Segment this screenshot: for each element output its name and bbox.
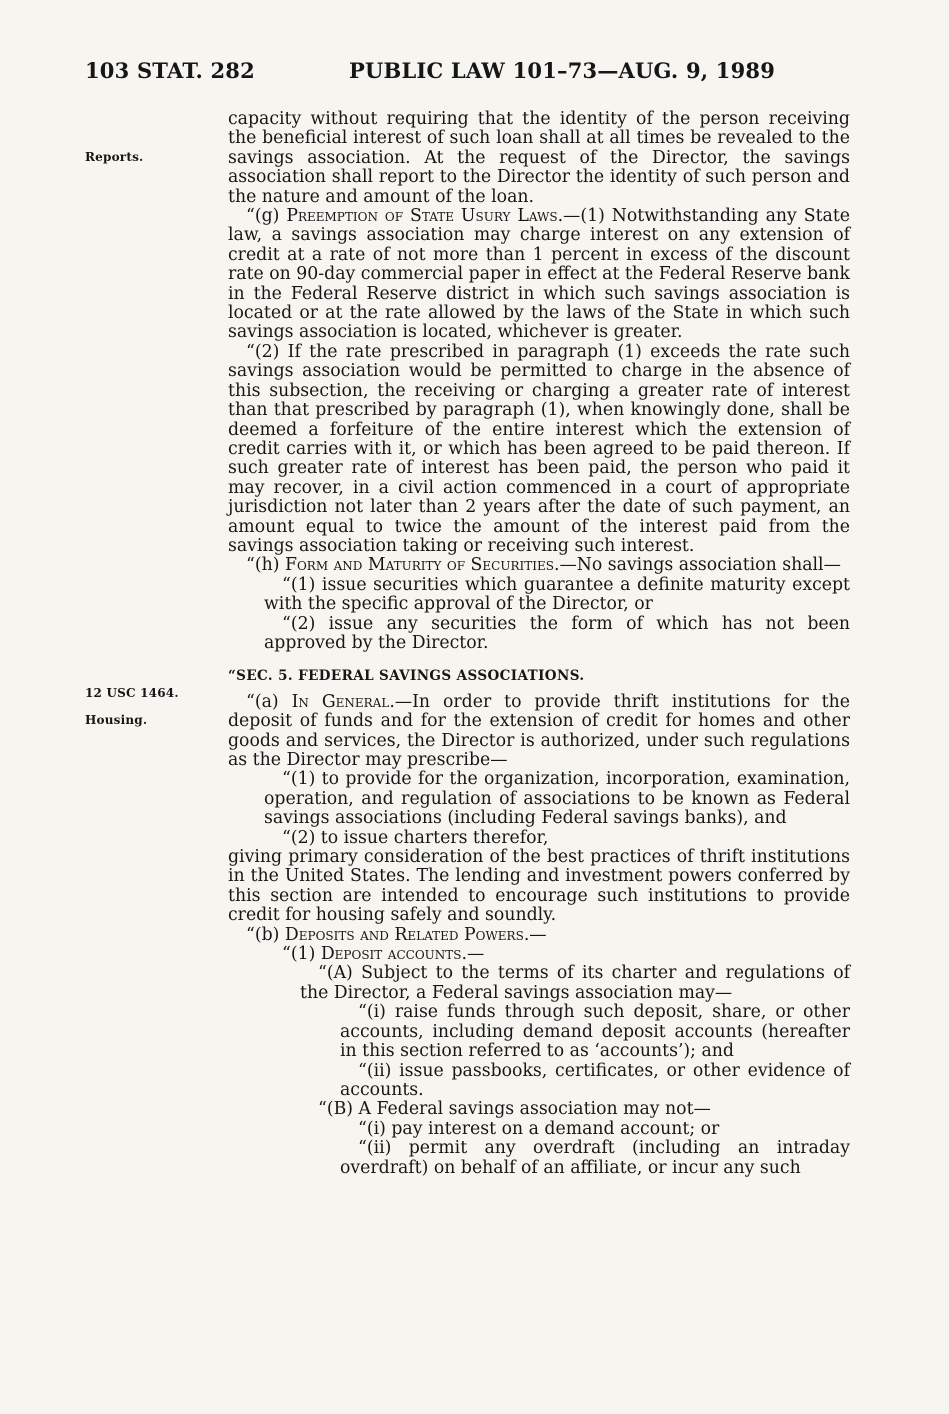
clause-b-1-B-i: “(i) pay interest on a demand account; or [358, 1118, 720, 1139]
subsection-h-heading: Form and Maturity of Securities [284, 555, 554, 576]
paragraph-b-1-heading: Deposit accounts [320, 944, 462, 965]
subsection-g-paragraph-2: “(2) If the rate prescribed in paragraph (1) exceeds the rate such savings association would be permitted to charge in the absence of this subsection, the receiving or charging a greater rate of interest than that prescribed by paragraph (1), when knowingly done, shall be deemed a forfeiture of the entire interest which the extension of credit carries with it, or which has been agreed to be paid thereon. If such greater rate of interest has been paid, the person who paid it may recover, in a civil action commenced in a court of appropriate jurisdiction not later than 2 years after the date of such payment, an amount equal to twice the amount of the interest paid from the savings association taking or receiving such interest. [228, 341, 850, 556]
subsection-h-item-2: “(2) issue any securities the form of which has not been approved by the Director. [264, 613, 850, 653]
subsection-b-heading: Deposits and Related Powers [284, 924, 524, 945]
clause-b-1-A-ii: “(ii) issue passbooks, certificates, or other evidence of accounts. [340, 1060, 850, 1100]
margin-note-housing: Housing. [85, 713, 148, 727]
section-5-heading: “SEC. 5. FEDERAL SAVINGS ASSOCIATIONS. [228, 668, 585, 685]
subsection-h-item-1: “(1) issue securities which guarantee a definite maturity except with the specific approval of the Director, or [264, 574, 850, 615]
subsection-a-heading: In General [291, 691, 390, 712]
paragraph-continuation: capacity without requiring that the identity of the person receiving the beneficial interest of such loan shall at all times be revealed to the savings association. At the request of the Director, the savings association shall report to the Director the identity of such person and the nature and amount of the loan. [228, 109, 850, 207]
subsection-a-item-1: “(1) to provide for the organization, incorporation, examination, operation, and regulation of associations to be known as Federal savings associations (including Federal savings banks), and [264, 769, 850, 829]
subparagraph-b-1-A: “(A) Subject to the terms of its charter and regulations of the Director, a Federal savings association may— [300, 963, 850, 1003]
page-header [85, 58, 855, 90]
margin-note-reports: Reports. [85, 150, 144, 164]
subsection-a-closing: giving primary consideration of the best practices of thrift institutions in the United States. The lending and investment powers conferred by this section are intended to encourage such institutions to provide credit for housing safely and soundly. [228, 847, 850, 926]
subsection-h: “(h) Form and Maturity of Securities.—No savings association shall— [246, 555, 841, 576]
statute-page-number: 103 STAT. 282 [85, 58, 255, 83]
public-law-title: PUBLIC LAW 101–73—AUG. 9, 1989 [349, 58, 776, 83]
paragraph-b-1: “(1) Deposit accounts.— [282, 944, 485, 965]
subsection-g-heading: Preemption of State Usury Laws [286, 206, 558, 227]
subsection-g: “(g) Preemption of State Usury Laws.—(1) Notwithstanding any State law, a savings association may charge interest on any extension of credit at a rate of not more than 1 percent in excess of the discount rate on 90-day commercial paper in effect at the Federal Reserve bank in the Federal Reserve district in which such savings association is located or at the rate allowed by the laws of the State in which such savings association is located, whichever is greater. [228, 206, 850, 343]
clause-b-1-B-ii: “(ii) permit any overdraft (including an intraday overdraft) on behalf of an affiliate, or incur any such [340, 1138, 850, 1178]
clause-b-1-A-i: “(i) raise funds through such deposit, share, or other accounts, including demand deposit accounts (hereafter in this section referred to as ‘accounts’); and [340, 1002, 850, 1062]
subsection-a-item-2: “(2) to issue charters therefor, [282, 827, 549, 848]
subparagraph-b-1-B: “(B) A Federal savings association may not— [318, 1099, 711, 1120]
subsection-a: “(a) In General.—In order to provide thrift institutions for the deposit of funds and for the extension of credit for homes and other goods and services, the Director is authorized, under such regulations as the Director may prescribe— [228, 691, 850, 770]
subsection-b: “(b) Deposits and Related Powers.— [246, 924, 547, 945]
document-body [228, 110, 850, 1178]
margin-note-usc: 12 USC 1464. [85, 686, 179, 700]
